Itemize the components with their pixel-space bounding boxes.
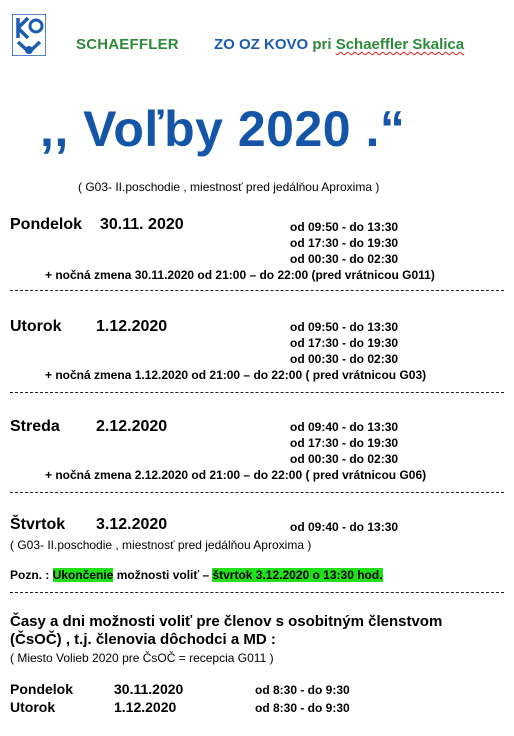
time-slot: od 09:50 - do 13:30	[290, 320, 399, 334]
day-name-monday: Pondelok	[10, 216, 83, 233]
divider	[10, 492, 504, 493]
note-highlight-deadline: štvrtok 3.12.2020 o 13:30 hod.	[212, 568, 383, 582]
time-slot: od 09:40 - do 13:30	[290, 420, 399, 434]
divider	[10, 290, 504, 291]
day-date-wednesday: 2.12.2020	[96, 418, 168, 435]
time-slot: od 17:30 - do 19:30	[290, 436, 399, 450]
time-slot: od 17:30 - do 19:30	[290, 236, 399, 250]
divider	[10, 392, 504, 393]
organization-pri: pri	[312, 36, 336, 53]
divider	[10, 592, 504, 593]
note-line	[10, 568, 383, 582]
time-slot: od 09:50 - do 13:30	[290, 220, 399, 234]
special-date: 1.12.2020	[114, 699, 177, 715]
location-line: ( G03- II.poschodie , miestnosť pred jedálňou Aproxima )	[78, 180, 380, 194]
organization-prefix: ZO OZ KOVO	[214, 36, 313, 53]
night-shift-line: + nočná zmena 30.11.2020 od 21:00 – do 22:00 (pred vrátnicou G011)	[45, 268, 435, 282]
location-line-thursday: ( G03- II.poschodie , miestnosť pred jedálňou Aproxima )	[10, 538, 312, 552]
special-day: Pondelok	[10, 681, 74, 697]
time-slot: od 09:40 - do 13:30	[290, 520, 399, 534]
time-slot: od 00:30 - do 02:30	[290, 352, 399, 366]
organization-name	[214, 36, 464, 53]
time-slot: od 00:30 - do 02:30	[290, 252, 399, 266]
day-date-tuesday: 1.12.2020	[96, 318, 168, 335]
day-date-monday: 30.11. 2020	[100, 216, 184, 233]
special-members-heading: Časy a dni možnosti voliť pre členov s osobitným členstvom (ČsOČ) , t.j. členovia dôchodci a MD :	[10, 613, 443, 648]
note-middle: možnosti voliť –	[113, 568, 213, 582]
time-slot: od 00:30 - do 02:30	[290, 452, 399, 466]
day-name-tuesday: Utorok	[10, 318, 62, 335]
special-time: od 8:30 - do 9:30	[255, 701, 350, 715]
day-date-thursday: 3.12.2020	[96, 516, 168, 533]
brand-name: SCHAEFFLER	[76, 36, 179, 53]
special-date: 30.11.2020	[114, 681, 184, 697]
organization-company: Schaeffler Skalica	[335, 36, 465, 53]
special-time: od 8:30 - do 9:30	[255, 683, 350, 697]
day-name-wednesday: Streda	[10, 418, 60, 435]
day-name-thursday: Štvrtok	[10, 516, 66, 533]
time-slot: od 17:30 - do 19:30	[290, 336, 399, 350]
night-shift-line: + nočná zmena 1.12.2020 od 21:00 – do 22:00 ( pred vrátnicou G03)	[45, 368, 427, 382]
note-prefix: Pozn. :	[10, 568, 53, 582]
night-shift-line: + nočná zmena 2.12.2020 od 21:00 – do 22:00 ( pred vrátnicou G06)	[45, 468, 427, 482]
special-members-place: ( Miesto Volieb 2020 pre ČsOČ = recepcia G011 )	[10, 651, 274, 665]
special-day: Utorok	[10, 699, 56, 715]
page-title: ,, Voľby 2020 .“	[40, 101, 406, 157]
note-highlight-end: Ukončenie	[52, 568, 114, 582]
kovo-logo	[12, 14, 46, 56]
